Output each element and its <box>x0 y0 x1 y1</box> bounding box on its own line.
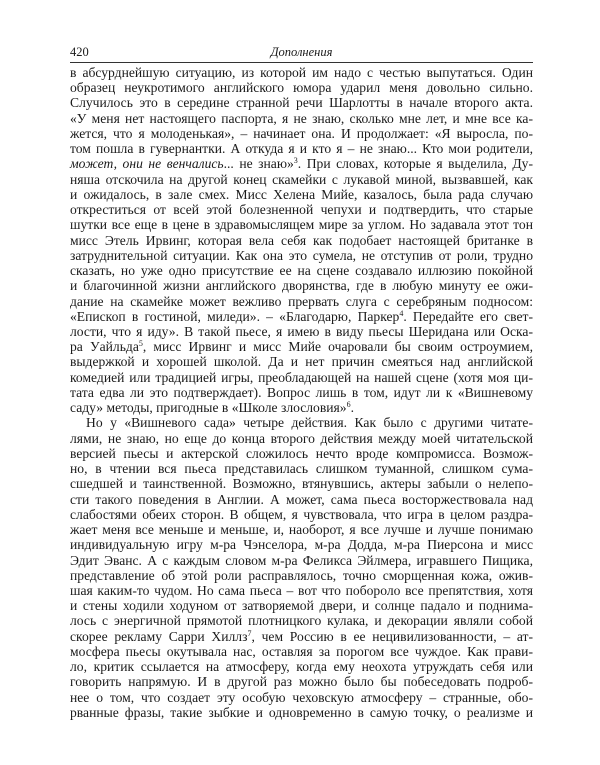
running-header <box>70 42 533 63</box>
text-segment: говорить напрямую. И в другой раз можно было бы побеседовать подроб- <box>70 674 533 690</box>
text-segment: , чем Россию в ее нецивилизованности, – ат- <box>251 628 534 644</box>
text-segment: и стены ходили ходуном от затворяемой двери, и солнце падало и поднима- <box>70 598 533 614</box>
text-line <box>70 446 533 461</box>
text-segment: «Епископ в гостиной, миледи». – «Благодарю, Паркер <box>70 308 400 324</box>
text-segment: образец неукротимого английского юмора ударил меня довольно сильно. <box>70 80 533 96</box>
text-line <box>70 553 533 568</box>
text-segment: тата едва ли это подтверждает). Вопрос лишь в том, идут ли к «Вишневому <box>70 384 533 400</box>
text-line <box>70 80 533 95</box>
text-segment: мисс Этель Ирвинг, которая вела себя как подобает настоящей британке в <box>70 232 533 248</box>
text-segment: откреститься от всей этой болезненной чепухи и подтвердить, что старые <box>70 202 533 218</box>
text-line <box>70 461 533 476</box>
paragraph <box>70 65 533 415</box>
text-line <box>70 141 533 156</box>
text-segment: скорее рекламу Сарри Хиллз <box>70 628 248 644</box>
text-segment: ло, критик ссылается на атмосферу, когда ему неохота утруждать себя или <box>70 659 533 675</box>
footnote-marker: 6 <box>346 400 351 410</box>
text-line <box>70 522 533 537</box>
text-segment: жется, что я молоденькая», – начинает она. И продолжает: «Я выросла, по- <box>70 125 533 141</box>
text-segment: версией пьесы и актерской сложилось нечто вроде компромисса. Возмож- <box>70 445 533 461</box>
text-segment: саду» методы, пригодные в «Школе злословия» <box>70 400 347 416</box>
text-line <box>70 598 533 613</box>
text-line <box>70 492 533 507</box>
text-segment: сшедшей и таинственной. Возможно, втянувшись, актеры забыли о нелепо- <box>70 476 533 492</box>
text-line <box>70 126 533 141</box>
text-line <box>70 263 533 278</box>
text-segment: и ожидалось, в зале смех. Мисс Хелена Мийе, казалось, была рада случаю <box>70 186 533 202</box>
text-segment: индивидуальную игру м-ра Чэнселора, м-ра Додда, м-ра Пиерсона и мисс <box>70 537 533 553</box>
text-segment: «У меня нет настоящего паспорта, я не знаю, сколько мне лет, и мне все ка- <box>70 110 533 126</box>
text-line <box>70 400 533 415</box>
italic-text: может, они не венчались <box>70 156 224 172</box>
text-line <box>70 415 533 430</box>
text-line <box>70 674 533 689</box>
text-line <box>70 156 533 171</box>
text-segment: дание на скамейке может вежливо прервать слуга с серебряным подносом: <box>70 293 533 309</box>
text-segment: ра Уайльда <box>70 339 139 355</box>
text-segment: шая каким-то чудом. Но сама пьеса – вот что побороло все препятствия, хотя <box>70 582 533 598</box>
text-line <box>70 370 533 385</box>
text-segment: лости, что я иду». В такой пьесе, я имею в виду пьесы Шеридана или Оска- <box>70 323 533 339</box>
text-line <box>70 568 533 583</box>
text-line <box>70 65 533 80</box>
text-segment: сказать, но уже одно присутствие ее на сцене создавало иллюзию покойной <box>70 263 533 279</box>
text-line <box>70 476 533 491</box>
text-segment: , мисс Ирвинг и мисс Мийе очаровали бы своим остроумием, <box>142 339 533 355</box>
text-line <box>70 248 533 263</box>
text-line <box>70 111 533 126</box>
text-line <box>70 294 533 309</box>
text-line <box>70 385 533 400</box>
text-segment: слабостями обеих сторон. В общем, я чувствовала, что игра в целом раздра- <box>70 506 533 522</box>
text-segment: представление об этой роли расправлялось, точно сморщенная кожа, ожив- <box>70 567 533 583</box>
text-segment: но, в чтении вся пьеса представилась слишком туманной, слишком сума- <box>70 461 533 477</box>
text-segment: няша отскочила на другой конец скамейки с лукавой миной, вызвавшей, как <box>70 171 533 187</box>
text-segment: Случилось это в середине странной речи Шарлотты в начале второго акта. <box>70 95 533 111</box>
text-segment: лями, не знаю, но еще до конца второго действия между моей читательской <box>70 430 533 446</box>
text-line <box>70 583 533 598</box>
body-text <box>70 65 533 720</box>
text-segment: сти такого поведения в Англии. А может, сама пьеса восторжествовала над <box>70 491 533 507</box>
text-segment: комедией или традицией игры, преобладающей на нашей сцене (хотя моя ци- <box>70 369 533 385</box>
page-number: 420 <box>70 45 89 59</box>
text-segment: . Передайте его свет- <box>403 308 533 324</box>
text-line <box>70 644 533 659</box>
text-line <box>70 202 533 217</box>
text-line <box>70 537 533 552</box>
text-segment: том пошла в гувернантки. А откуда я и кто я – не знаю... Кто мои родители, <box>70 141 533 157</box>
text-line <box>70 187 533 202</box>
text-line <box>70 217 533 232</box>
footnote-marker: 5 <box>138 339 143 349</box>
text-segment: жает меня все меньше и меньше, и, наоборот, я все лучше и лучше понимаю <box>70 522 533 538</box>
text-segment: . При словах, которые я выделила, Ду- <box>297 156 533 172</box>
text-segment: затруднительной ситуации. Как она это сумела, не отступив от роли, трудно <box>70 247 533 263</box>
text-segment: . <box>350 400 354 416</box>
text-line <box>70 278 533 293</box>
text-segment: шутки все еще в цене в здравомыслящем мире за углом. Но задавала этот тон <box>70 217 533 233</box>
footnote-marker: 7 <box>247 628 252 638</box>
text-line <box>70 431 533 446</box>
text-line <box>70 172 533 187</box>
text-segment: выдержкой и хорошей школой. Да и нет причин смеяться над английской <box>70 354 533 370</box>
footnote-marker: 3 <box>293 156 298 166</box>
text-line <box>70 339 533 354</box>
running-title: Дополнения <box>270 45 333 59</box>
footnote-marker: 4 <box>399 308 404 318</box>
text-line <box>70 233 533 248</box>
text-line <box>70 354 533 369</box>
text-line <box>70 659 533 674</box>
text-line <box>70 324 533 339</box>
text-segment: ... не знаю» <box>223 156 294 172</box>
paragraph <box>70 415 533 720</box>
text-line <box>70 690 533 705</box>
text-line <box>70 95 533 110</box>
text-segment: и благочинной жизни английского дворянства, где в любую минуту ее ожи- <box>70 278 533 294</box>
text-segment: рванные фразы, такие зыбкие и одновременно в самую точку, о реализме и <box>70 704 533 720</box>
text-segment: Эдит Эванс. А с каждым словом м-ра Феликса Эйлмера, игравшего Пищика, <box>70 552 533 568</box>
text-line <box>70 629 533 644</box>
text-segment: нее о том, что создает эту особую чеховскую атмосферу – странные, обо- <box>70 689 533 705</box>
text-segment: лось с энергичной прямотой плотницкого кулака, и декорации являли собой <box>70 613 533 629</box>
text-line <box>70 309 533 324</box>
text-line <box>70 705 533 720</box>
text-segment: Но у «Вишневого сада» четыре действия. Как было с другими читате- <box>86 415 533 431</box>
text-segment: в абсурднейшую ситуацию, из которой им надо с честью выпутаться. Один <box>70 65 533 80</box>
text-line <box>70 507 533 522</box>
text-line <box>70 613 533 628</box>
text-segment: мосфера пьесы окутывала нас, оставляя за порогом все чуждое. Как прави- <box>70 643 533 659</box>
